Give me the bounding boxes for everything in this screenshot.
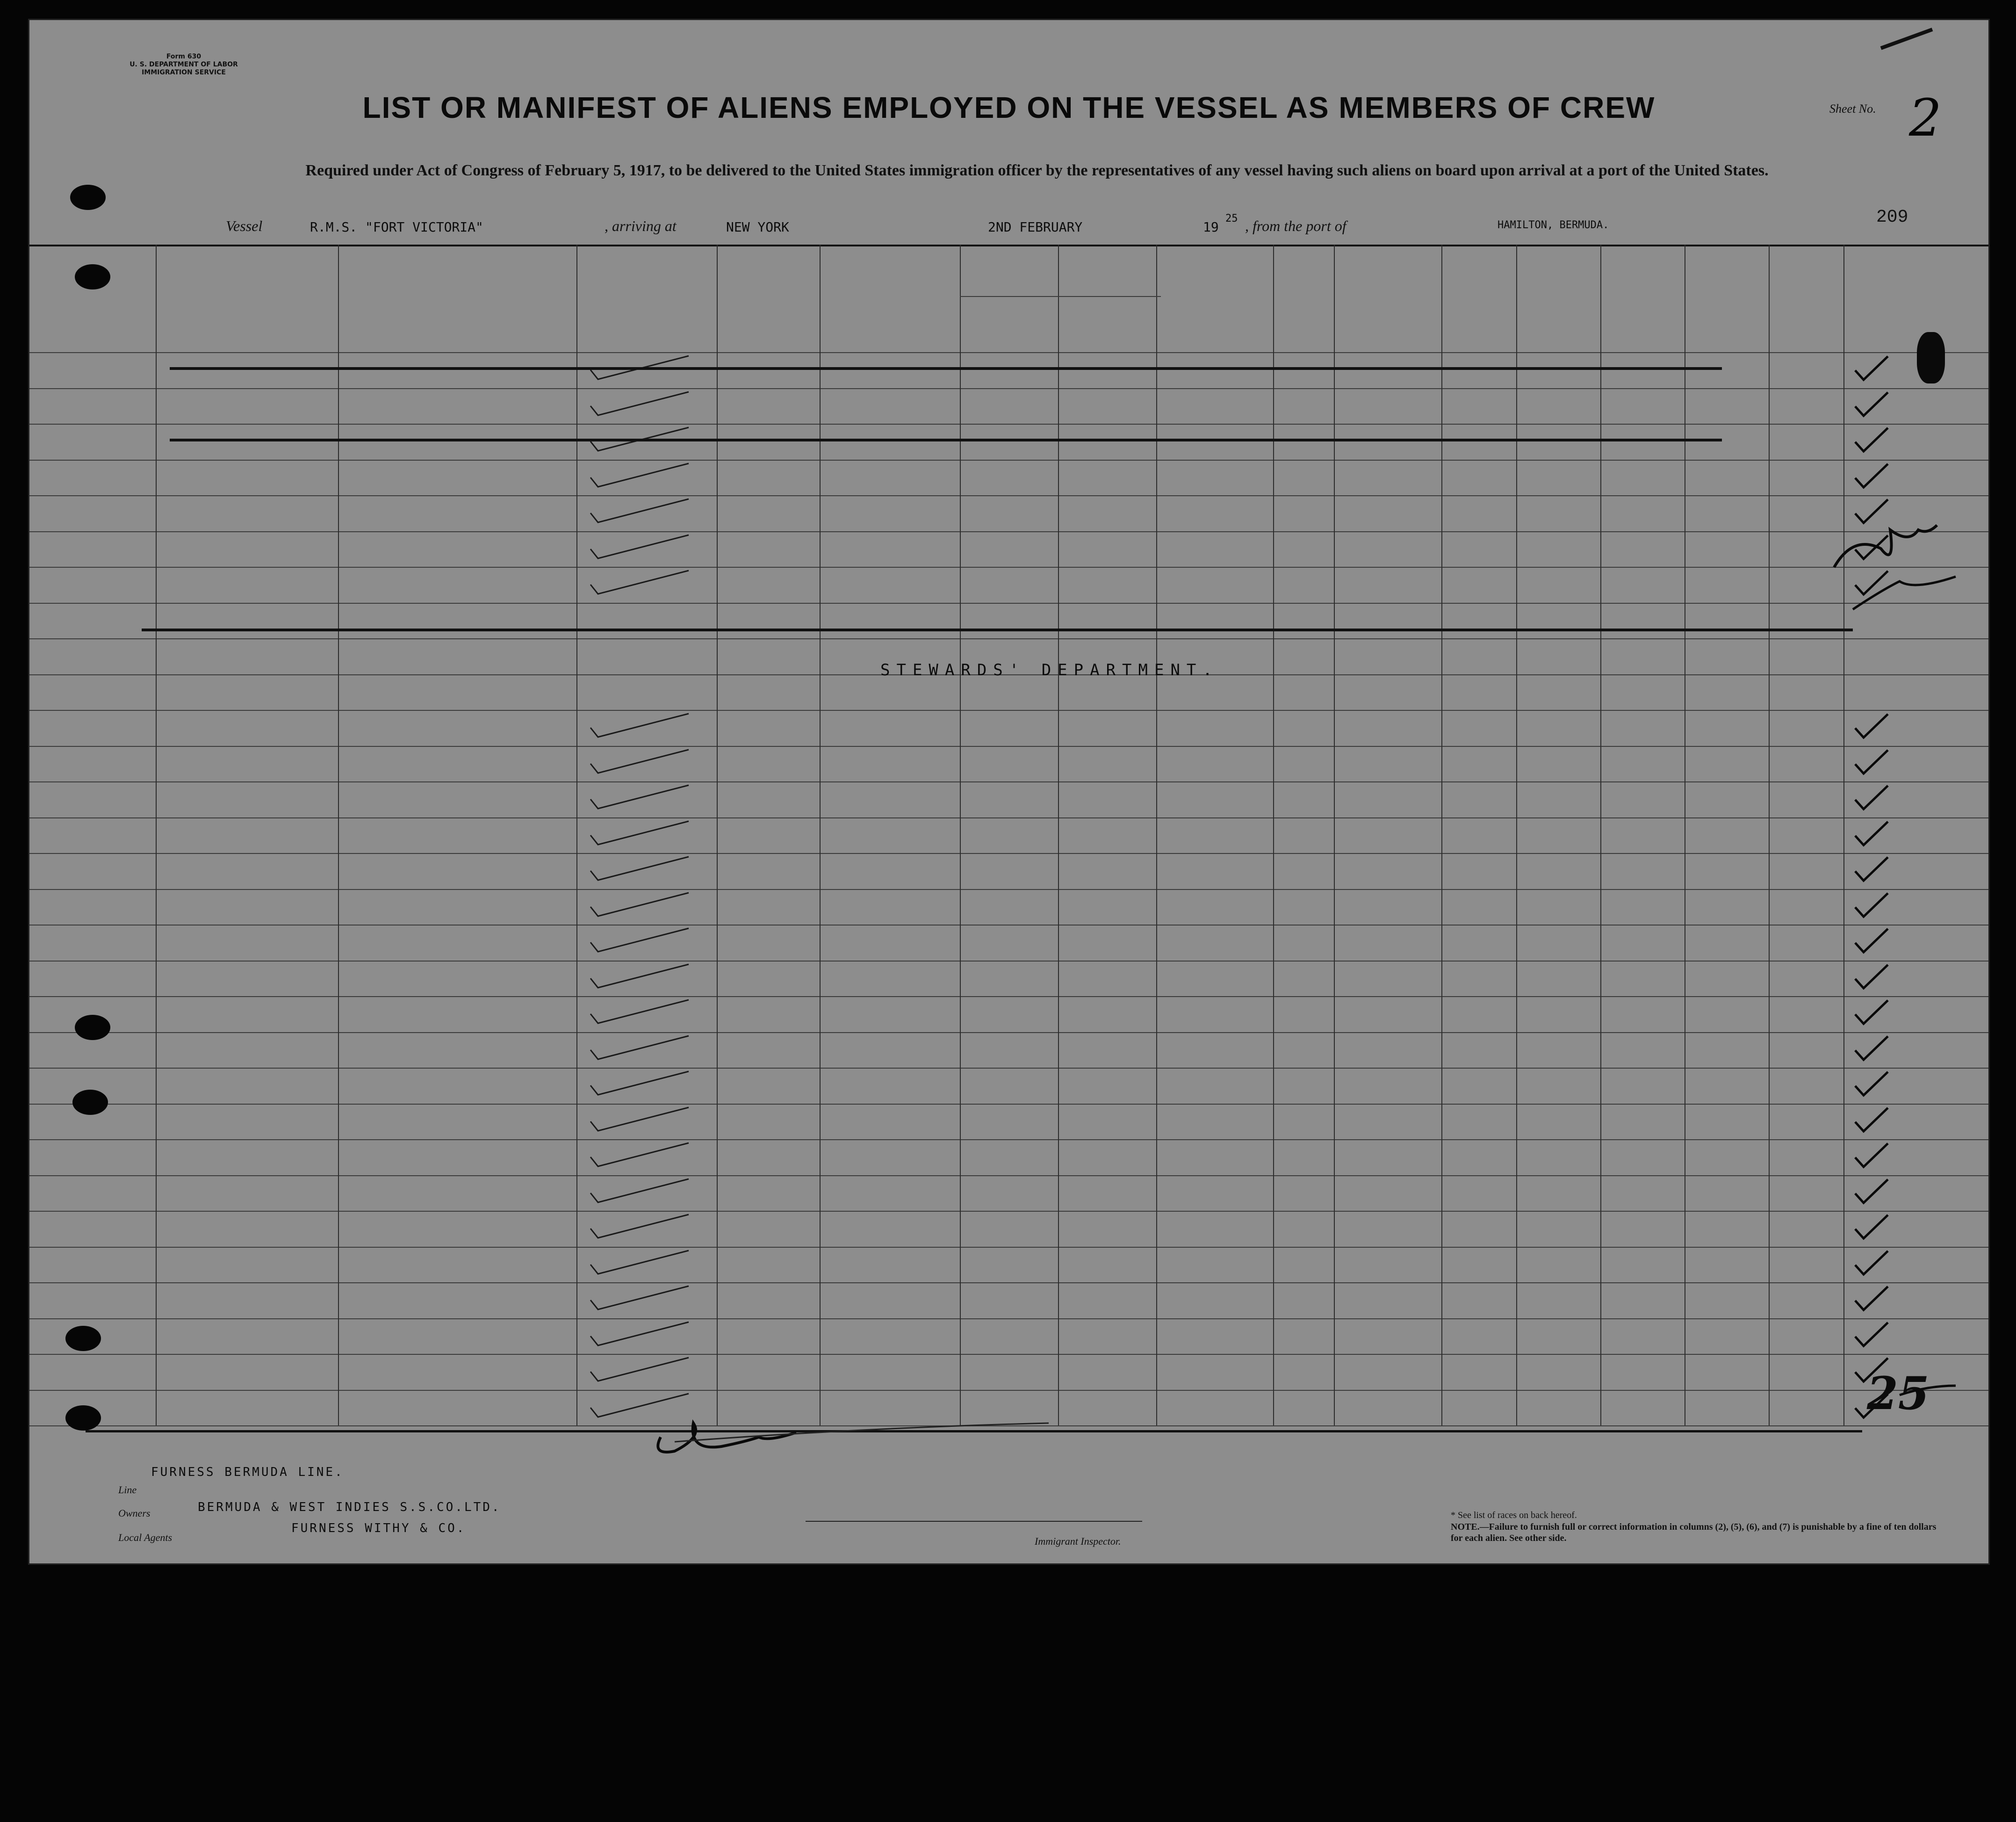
- owners-value: BERMUDA & WEST INDIES S.S.CO.LTD.: [198, 1500, 501, 1514]
- owners-label: Owners: [118, 1507, 151, 1519]
- punch-hole: [70, 185, 106, 210]
- line-value: FURNESS BERMUDA LINE.: [151, 1465, 344, 1479]
- vessel-label: Vessel: [226, 217, 263, 234]
- form-department: U. S. DEPARTMENT OF LABOR: [130, 61, 238, 68]
- page-stamp-number: 209: [1876, 207, 1908, 227]
- from-port-label: , from the port of: [1245, 217, 1346, 234]
- total-count-mark: 25: [1867, 1367, 1930, 1420]
- arriving-label: , arriving at: [605, 217, 677, 234]
- margin-signature: [1834, 525, 1937, 567]
- margin-signature-2: [1853, 577, 1956, 609]
- manifest-sheet: [28, 19, 1990, 1565]
- document-title: LIST OR MANIFEST OF ALIENS EMPLOYED ON THE VESSEL AS MEMBERS OF CREW: [362, 91, 1656, 124]
- sheet-number-label: Sheet No.: [1829, 102, 1876, 116]
- punch-hole: [65, 1405, 101, 1431]
- sheet-number: 2: [1909, 88, 1942, 148]
- line-label: Line: [118, 1484, 137, 1496]
- signature-flourish: [675, 1423, 1049, 1442]
- from-port: HAMILTON, BERMUDA.: [1498, 219, 1609, 231]
- arrival-year-prefix: 19: [1203, 219, 1219, 235]
- total-underline: [1900, 1386, 1956, 1395]
- arrival-date: 2ND FEBRUARY: [988, 219, 1083, 235]
- punch-hole: [65, 1326, 101, 1351]
- document-subtitle: Required under Act of Congress of February 5, 1917, to be delivered to the United States immigration officer by the representatives of any vessel having such aliens on board upon arrival at a port of the United States.: [305, 162, 1769, 179]
- inspector-label: Immigrant Inspector.: [1035, 1535, 1121, 1547]
- arriving-port: NEW YORK: [726, 219, 789, 235]
- agents-label: Local Agents: [118, 1532, 173, 1543]
- arrival-year-suffix: 25: [1225, 213, 1238, 224]
- ink-blot: [1917, 332, 1945, 383]
- punch-hole: [75, 264, 110, 289]
- sheet-number-slash: [1881, 29, 1932, 48]
- handwriting-layer: [29, 20, 1988, 1563]
- punch-hole: [75, 1015, 110, 1040]
- form-number: Form 630: [166, 53, 202, 60]
- department-heading: STEWARDS' DEPARTMENT.: [880, 661, 1219, 680]
- form-service: IMMIGRATION SERVICE: [142, 69, 226, 76]
- vessel-name: R.M.S. "FORT VICTORIA": [310, 219, 483, 235]
- agents-value: FURNESS WITHY & CO.: [291, 1521, 466, 1535]
- penalty-note: NOTE.—Failure to furnish full or correct information in columns (2), (5), (6), and (7) is punishable by a fine of ten dollars for each alien. See other side.: [1451, 1522, 1937, 1543]
- races-footnote: * See list of races on back hereof.: [1451, 1510, 1577, 1520]
- punch-hole: [72, 1090, 108, 1115]
